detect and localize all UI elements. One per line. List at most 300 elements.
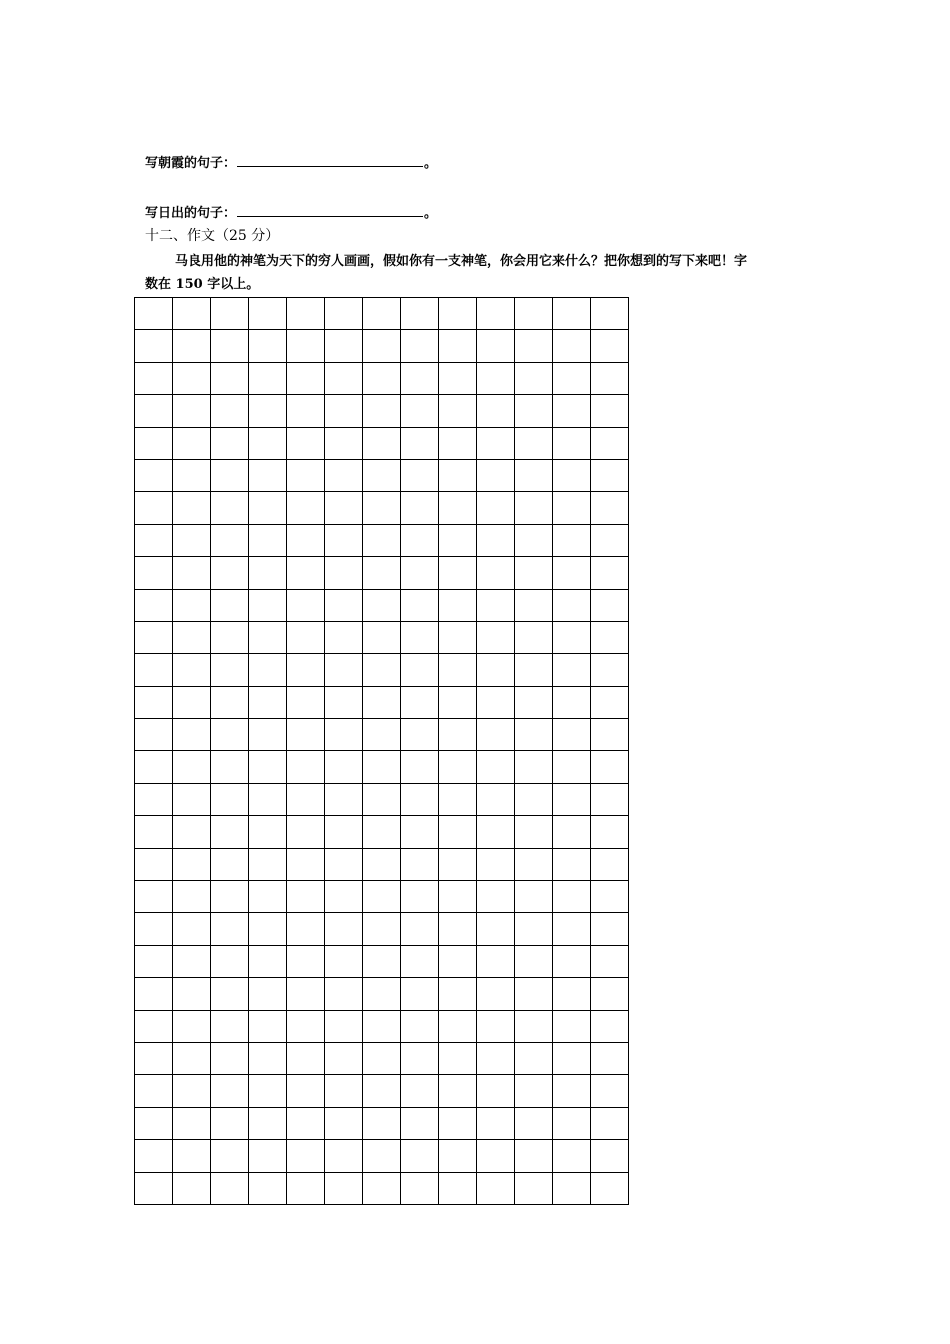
grid-cell[interactable] — [249, 459, 287, 491]
grid-cell[interactable] — [439, 719, 477, 751]
grid-cell[interactable] — [135, 881, 173, 913]
grid-cell[interactable] — [477, 330, 515, 362]
grid-cell[interactable] — [439, 913, 477, 945]
grid-cell[interactable] — [401, 492, 439, 524]
grid-cell[interactable] — [287, 427, 325, 459]
grid-cell[interactable] — [515, 1107, 553, 1139]
grid-cell[interactable] — [477, 978, 515, 1010]
grid-cell[interactable] — [173, 719, 211, 751]
grid-cell[interactable] — [325, 492, 363, 524]
grid-cell[interactable] — [515, 330, 553, 362]
grid-cell[interactable] — [363, 913, 401, 945]
grid-cell[interactable] — [363, 1042, 401, 1074]
grid-cell[interactable] — [135, 1042, 173, 1074]
grid-cell[interactable] — [173, 783, 211, 815]
grid-cell[interactable] — [325, 881, 363, 913]
grid-cell[interactable] — [477, 1140, 515, 1172]
grid-cell[interactable] — [591, 330, 629, 362]
zhaoxia-answer-blank[interactable] — [237, 153, 423, 167]
grid-cell[interactable] — [553, 945, 591, 977]
grid-cell[interactable] — [439, 848, 477, 880]
grid-cell[interactable] — [439, 783, 477, 815]
grid-cell[interactable] — [439, 395, 477, 427]
grid-cell[interactable] — [135, 298, 173, 330]
grid-cell[interactable] — [325, 1172, 363, 1204]
grid-cell[interactable] — [135, 945, 173, 977]
grid-cell[interactable] — [591, 362, 629, 394]
grid-cell[interactable] — [211, 1010, 249, 1042]
grid-cell[interactable] — [591, 751, 629, 783]
grid-cell[interactable] — [477, 589, 515, 621]
grid-cell[interactable] — [287, 589, 325, 621]
grid-cell[interactable] — [135, 427, 173, 459]
grid-cell[interactable] — [477, 1042, 515, 1074]
grid-cell[interactable] — [553, 816, 591, 848]
grid-cell[interactable] — [325, 621, 363, 653]
grid-cell[interactable] — [211, 492, 249, 524]
grid-cell[interactable] — [325, 524, 363, 556]
grid-cell[interactable] — [249, 524, 287, 556]
grid-cell[interactable] — [515, 654, 553, 686]
grid-cell[interactable] — [477, 783, 515, 815]
grid-cell[interactable] — [591, 816, 629, 848]
grid-cell[interactable] — [515, 524, 553, 556]
grid-cell[interactable] — [325, 298, 363, 330]
grid-cell[interactable] — [401, 524, 439, 556]
grid-cell[interactable] — [553, 686, 591, 718]
grid-cell[interactable] — [401, 913, 439, 945]
grid-cell[interactable] — [477, 816, 515, 848]
grid-cell[interactable] — [363, 654, 401, 686]
grid-cell[interactable] — [553, 362, 591, 394]
grid-cell[interactable] — [135, 978, 173, 1010]
grid-cell[interactable] — [325, 751, 363, 783]
grid-cell[interactable] — [363, 751, 401, 783]
grid-cell[interactable] — [515, 848, 553, 880]
grid-cell[interactable] — [553, 1172, 591, 1204]
grid-cell[interactable] — [477, 751, 515, 783]
grid-cell[interactable] — [591, 589, 629, 621]
grid-cell[interactable] — [249, 848, 287, 880]
grid-cell[interactable] — [477, 621, 515, 653]
grid-cell[interactable] — [439, 816, 477, 848]
grid-cell[interactable] — [211, 298, 249, 330]
grid-cell[interactable] — [249, 557, 287, 589]
grid-cell[interactable] — [515, 459, 553, 491]
grid-cell[interactable] — [287, 459, 325, 491]
grid-cell[interactable] — [249, 654, 287, 686]
grid-cell[interactable] — [363, 1010, 401, 1042]
grid-cell[interactable] — [439, 751, 477, 783]
grid-cell[interactable] — [401, 557, 439, 589]
grid-cell[interactable] — [363, 557, 401, 589]
grid-cell[interactable] — [135, 1010, 173, 1042]
grid-cell[interactable] — [553, 751, 591, 783]
grid-cell[interactable] — [287, 881, 325, 913]
grid-cell[interactable] — [515, 686, 553, 718]
grid-cell[interactable] — [591, 783, 629, 815]
grid-cell[interactable] — [211, 1075, 249, 1107]
grid-cell[interactable] — [363, 459, 401, 491]
grid-cell[interactable] — [553, 330, 591, 362]
grid-cell[interactable] — [439, 621, 477, 653]
grid-cell[interactable] — [439, 1010, 477, 1042]
grid-cell[interactable] — [249, 1172, 287, 1204]
grid-cell[interactable] — [401, 621, 439, 653]
grid-cell[interactable] — [173, 1140, 211, 1172]
grid-cell[interactable] — [477, 395, 515, 427]
grid-cell[interactable] — [439, 1042, 477, 1074]
grid-cell[interactable] — [135, 589, 173, 621]
grid-cell[interactable] — [211, 654, 249, 686]
grid-cell[interactable] — [363, 848, 401, 880]
grid-cell[interactable] — [401, 330, 439, 362]
grid-cell[interactable] — [325, 330, 363, 362]
grid-cell[interactable] — [363, 1075, 401, 1107]
grid-cell[interactable] — [287, 751, 325, 783]
grid-cell[interactable] — [363, 395, 401, 427]
grid-cell[interactable] — [173, 978, 211, 1010]
grid-cell[interactable] — [553, 459, 591, 491]
grid-cell[interactable] — [591, 427, 629, 459]
grid-cell[interactable] — [515, 978, 553, 1010]
grid-cell[interactable] — [135, 557, 173, 589]
grid-cell[interactable] — [553, 881, 591, 913]
grid-cell[interactable] — [325, 1075, 363, 1107]
grid-cell[interactable] — [553, 557, 591, 589]
grid-cell[interactable] — [287, 1172, 325, 1204]
grid-cell[interactable] — [591, 654, 629, 686]
grid-cell[interactable] — [401, 459, 439, 491]
grid-cell[interactable] — [173, 751, 211, 783]
grid-cell[interactable] — [173, 686, 211, 718]
grid-cell[interactable] — [135, 783, 173, 815]
grid-cell[interactable] — [249, 686, 287, 718]
grid-cell[interactable] — [135, 913, 173, 945]
grid-cell[interactable] — [287, 1010, 325, 1042]
grid-cell[interactable] — [325, 1010, 363, 1042]
grid-cell[interactable] — [515, 945, 553, 977]
grid-cell[interactable] — [135, 719, 173, 751]
grid-cell[interactable] — [287, 654, 325, 686]
grid-cell[interactable] — [173, 621, 211, 653]
grid-cell[interactable] — [591, 621, 629, 653]
grid-cell[interactable] — [135, 395, 173, 427]
grid-cell[interactable] — [325, 848, 363, 880]
grid-cell[interactable] — [477, 492, 515, 524]
grid-cell[interactable] — [287, 913, 325, 945]
grid-cell[interactable] — [135, 492, 173, 524]
grid-cell[interactable] — [515, 427, 553, 459]
grid-cell[interactable] — [287, 945, 325, 977]
grid-cell[interactable] — [249, 1010, 287, 1042]
grid-cell[interactable] — [553, 848, 591, 880]
grid-cell[interactable] — [363, 621, 401, 653]
grid-cell[interactable] — [591, 1172, 629, 1204]
grid-cell[interactable] — [363, 1107, 401, 1139]
grid-cell[interactable] — [591, 1140, 629, 1172]
grid-cell[interactable] — [211, 1107, 249, 1139]
grid-cell[interactable] — [249, 751, 287, 783]
grid-cell[interactable] — [401, 816, 439, 848]
grid-cell[interactable] — [553, 492, 591, 524]
grid-cell[interactable] — [249, 589, 287, 621]
grid-cell[interactable] — [553, 621, 591, 653]
grid-cell[interactable] — [477, 362, 515, 394]
grid-cell[interactable] — [477, 686, 515, 718]
grid-cell[interactable] — [401, 298, 439, 330]
grid-cell[interactable] — [325, 1107, 363, 1139]
grid-cell[interactable] — [477, 848, 515, 880]
grid-cell[interactable] — [173, 330, 211, 362]
grid-cell[interactable] — [211, 945, 249, 977]
grid-cell[interactable] — [591, 686, 629, 718]
grid-cell[interactable] — [211, 686, 249, 718]
grid-cell[interactable] — [401, 589, 439, 621]
grid-cell[interactable] — [211, 459, 249, 491]
grid-cell[interactable] — [363, 1140, 401, 1172]
grid-cell[interactable] — [515, 298, 553, 330]
grid-cell[interactable] — [135, 362, 173, 394]
grid-cell[interactable] — [439, 881, 477, 913]
grid-cell[interactable] — [515, 913, 553, 945]
grid-cell[interactable] — [173, 298, 211, 330]
grid-cell[interactable] — [135, 524, 173, 556]
grid-cell[interactable] — [249, 395, 287, 427]
grid-cell[interactable] — [211, 1172, 249, 1204]
grid-cell[interactable] — [439, 1075, 477, 1107]
grid-cell[interactable] — [287, 557, 325, 589]
grid-cell[interactable] — [287, 848, 325, 880]
grid-cell[interactable] — [439, 330, 477, 362]
grid-cell[interactable] — [401, 1172, 439, 1204]
grid-cell[interactable] — [515, 1140, 553, 1172]
richu-answer-blank[interactable] — [237, 203, 423, 217]
grid-cell[interactable] — [325, 459, 363, 491]
grid-cell[interactable] — [363, 1172, 401, 1204]
grid-cell[interactable] — [173, 1075, 211, 1107]
grid-cell[interactable] — [439, 945, 477, 977]
grid-cell[interactable] — [173, 589, 211, 621]
grid-cell[interactable] — [363, 589, 401, 621]
grid-cell[interactable] — [287, 686, 325, 718]
grid-cell[interactable] — [439, 1107, 477, 1139]
grid-cell[interactable] — [249, 1042, 287, 1074]
grid-cell[interactable] — [477, 524, 515, 556]
grid-cell[interactable] — [325, 1140, 363, 1172]
grid-cell[interactable] — [515, 751, 553, 783]
grid-cell[interactable] — [553, 298, 591, 330]
grid-cell[interactable] — [439, 298, 477, 330]
grid-cell[interactable] — [173, 1107, 211, 1139]
grid-cell[interactable] — [325, 816, 363, 848]
grid-cell[interactable] — [173, 557, 211, 589]
grid-cell[interactable] — [591, 459, 629, 491]
grid-cell[interactable] — [591, 298, 629, 330]
grid-cell[interactable] — [211, 1042, 249, 1074]
grid-cell[interactable] — [173, 1172, 211, 1204]
grid-cell[interactable] — [249, 621, 287, 653]
grid-cell[interactable] — [401, 1140, 439, 1172]
grid-cell[interactable] — [325, 427, 363, 459]
grid-cell[interactable] — [211, 1140, 249, 1172]
grid-cell[interactable] — [439, 686, 477, 718]
grid-cell[interactable] — [477, 945, 515, 977]
grid-cell[interactable] — [591, 881, 629, 913]
grid-cell[interactable] — [135, 654, 173, 686]
grid-cell[interactable] — [591, 978, 629, 1010]
grid-cell[interactable] — [211, 524, 249, 556]
grid-cell[interactable] — [591, 1075, 629, 1107]
grid-cell[interactable] — [249, 1140, 287, 1172]
grid-cell[interactable] — [553, 1042, 591, 1074]
grid-cell[interactable] — [591, 719, 629, 751]
grid-cell[interactable] — [439, 1140, 477, 1172]
grid-cell[interactable] — [515, 362, 553, 394]
grid-cell[interactable] — [401, 978, 439, 1010]
grid-cell[interactable] — [211, 848, 249, 880]
grid-cell[interactable] — [173, 362, 211, 394]
grid-cell[interactable] — [135, 848, 173, 880]
grid-cell[interactable] — [439, 1172, 477, 1204]
grid-cell[interactable] — [135, 1172, 173, 1204]
grid-cell[interactable] — [363, 816, 401, 848]
grid-cell[interactable] — [173, 881, 211, 913]
grid-cell[interactable] — [439, 978, 477, 1010]
grid-cell[interactable] — [591, 913, 629, 945]
grid-cell[interactable] — [591, 395, 629, 427]
grid-cell[interactable] — [287, 492, 325, 524]
grid-cell[interactable] — [363, 783, 401, 815]
grid-cell[interactable] — [173, 945, 211, 977]
grid-cell[interactable] — [515, 1010, 553, 1042]
grid-cell[interactable] — [287, 362, 325, 394]
grid-cell[interactable] — [211, 427, 249, 459]
grid-cell[interactable] — [515, 1172, 553, 1204]
grid-cell[interactable] — [477, 881, 515, 913]
grid-cell[interactable] — [249, 298, 287, 330]
grid-cell[interactable] — [135, 816, 173, 848]
grid-cell[interactable] — [325, 719, 363, 751]
grid-cell[interactable] — [515, 816, 553, 848]
grid-cell[interactable] — [553, 427, 591, 459]
grid-cell[interactable] — [401, 881, 439, 913]
grid-cell[interactable] — [401, 1075, 439, 1107]
grid-cell[interactable] — [135, 621, 173, 653]
grid-cell[interactable] — [211, 395, 249, 427]
grid-cell[interactable] — [287, 621, 325, 653]
grid-cell[interactable] — [591, 492, 629, 524]
grid-cell[interactable] — [325, 654, 363, 686]
grid-cell[interactable] — [211, 881, 249, 913]
grid-cell[interactable] — [135, 686, 173, 718]
grid-cell[interactable] — [211, 978, 249, 1010]
grid-cell[interactable] — [249, 492, 287, 524]
grid-cell[interactable] — [173, 848, 211, 880]
grid-cell[interactable] — [363, 524, 401, 556]
grid-cell[interactable] — [173, 1010, 211, 1042]
grid-cell[interactable] — [439, 654, 477, 686]
grid-cell[interactable] — [249, 1107, 287, 1139]
grid-cell[interactable] — [363, 362, 401, 394]
grid-cell[interactable] — [135, 1075, 173, 1107]
grid-cell[interactable] — [287, 1075, 325, 1107]
grid-cell[interactable] — [591, 524, 629, 556]
grid-cell[interactable] — [401, 751, 439, 783]
grid-cell[interactable] — [173, 395, 211, 427]
grid-cell[interactable] — [325, 362, 363, 394]
grid-cell[interactable] — [439, 557, 477, 589]
grid-cell[interactable] — [401, 719, 439, 751]
grid-cell[interactable] — [135, 459, 173, 491]
grid-cell[interactable] — [401, 362, 439, 394]
grid-cell[interactable] — [515, 783, 553, 815]
grid-cell[interactable] — [325, 589, 363, 621]
grid-cell[interactable] — [325, 395, 363, 427]
grid-cell[interactable] — [477, 1107, 515, 1139]
grid-cell[interactable] — [249, 330, 287, 362]
grid-cell[interactable] — [591, 848, 629, 880]
grid-cell[interactable] — [553, 589, 591, 621]
grid-cell[interactable] — [477, 557, 515, 589]
grid-cell[interactable] — [325, 686, 363, 718]
grid-cell[interactable] — [515, 881, 553, 913]
grid-cell[interactable] — [477, 719, 515, 751]
grid-cell[interactable] — [477, 913, 515, 945]
grid-cell[interactable] — [477, 1075, 515, 1107]
grid-cell[interactable] — [249, 362, 287, 394]
grid-cell[interactable] — [173, 654, 211, 686]
grid-cell[interactable] — [211, 621, 249, 653]
grid-cell[interactable] — [591, 1107, 629, 1139]
grid-cell[interactable] — [287, 1140, 325, 1172]
grid-cell[interactable] — [363, 686, 401, 718]
grid-cell[interactable] — [515, 395, 553, 427]
grid-cell[interactable] — [249, 1075, 287, 1107]
grid-cell[interactable] — [401, 1010, 439, 1042]
grid-cell[interactable] — [249, 881, 287, 913]
grid-cell[interactable] — [553, 1075, 591, 1107]
grid-cell[interactable] — [249, 719, 287, 751]
grid-cell[interactable] — [363, 978, 401, 1010]
grid-cell[interactable] — [287, 783, 325, 815]
grid-cell[interactable] — [135, 751, 173, 783]
grid-cell[interactable] — [439, 459, 477, 491]
grid-cell[interactable] — [591, 557, 629, 589]
grid-cell[interactable] — [173, 427, 211, 459]
grid-cell[interactable] — [477, 654, 515, 686]
grid-cell[interactable] — [363, 298, 401, 330]
grid-cell[interactable] — [211, 783, 249, 815]
grid-cell[interactable] — [363, 881, 401, 913]
grid-cell[interactable] — [591, 945, 629, 977]
grid-cell[interactable] — [439, 427, 477, 459]
grid-cell[interactable] — [553, 783, 591, 815]
grid-cell[interactable] — [249, 427, 287, 459]
grid-cell[interactable] — [325, 945, 363, 977]
grid-cell[interactable] — [439, 362, 477, 394]
grid-cell[interactable] — [287, 816, 325, 848]
grid-cell[interactable] — [325, 913, 363, 945]
grid-cell[interactable] — [401, 686, 439, 718]
grid-cell[interactable] — [401, 654, 439, 686]
grid-cell[interactable] — [249, 783, 287, 815]
grid-cell[interactable] — [477, 298, 515, 330]
grid-cell[interactable] — [325, 557, 363, 589]
grid-cell[interactable] — [211, 913, 249, 945]
grid-cell[interactable] — [477, 1172, 515, 1204]
grid-cell[interactable] — [325, 783, 363, 815]
